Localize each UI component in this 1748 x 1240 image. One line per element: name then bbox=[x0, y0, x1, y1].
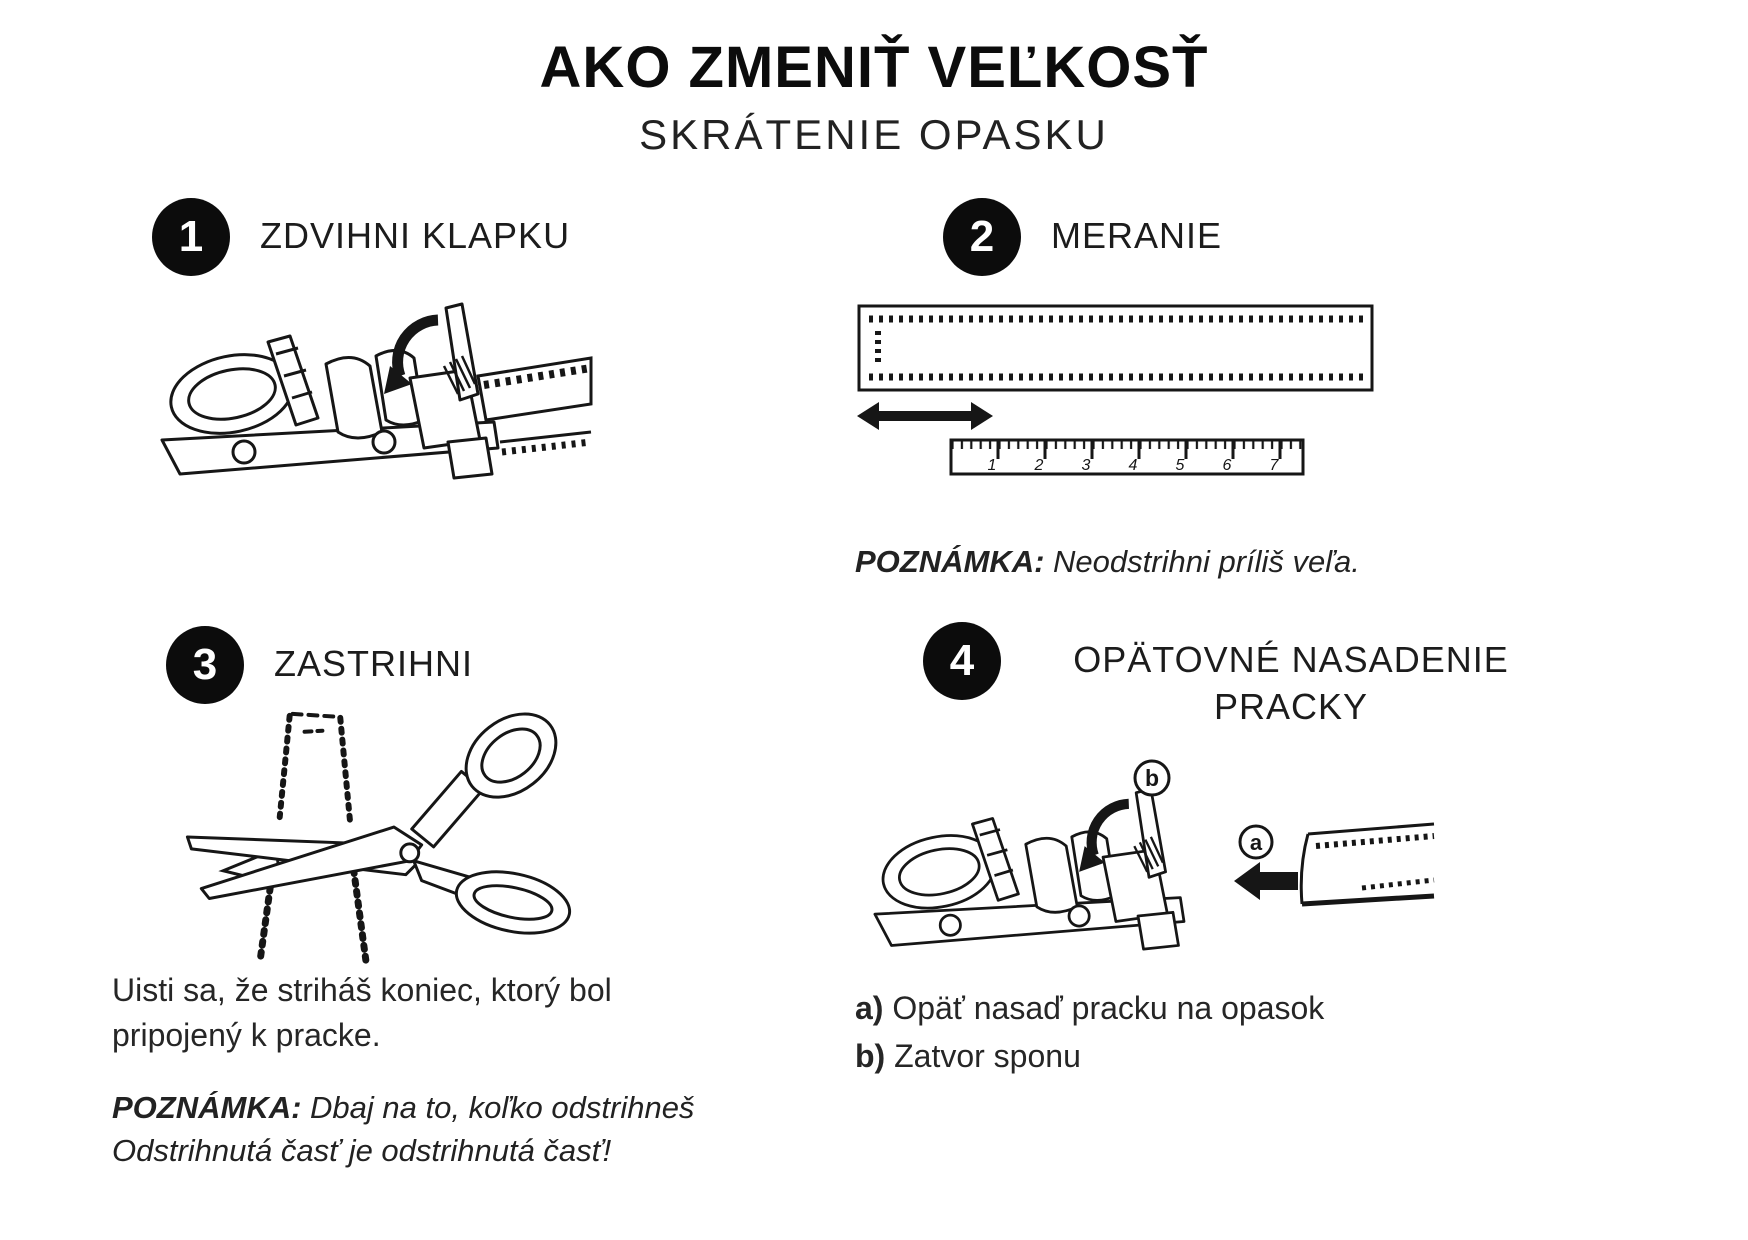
step2-measuring-illustration bbox=[855, 300, 1400, 500]
scissors-lower-handle bbox=[451, 862, 576, 942]
step3-note bbox=[112, 1086, 852, 1173]
step3-cutting-illustration bbox=[172, 698, 582, 966]
ruler-number: 6 bbox=[1222, 457, 1232, 474]
instruction-b bbox=[855, 1032, 1515, 1080]
marker-b-letter: b bbox=[1144, 765, 1160, 791]
header bbox=[0, 34, 1748, 159]
instruction-b-text: Zatvor sponu bbox=[894, 1038, 1081, 1074]
step3-note-text: Dbaj na to, koľko odstrihneš Odstrihnutá časť je odstrihnutá časť! bbox=[112, 1090, 695, 1169]
measure-arrow-icon bbox=[857, 402, 993, 430]
step3-label: ZASTRIHNI bbox=[274, 643, 474, 684]
scissors-icon bbox=[187, 698, 575, 943]
step1-label: ZDVIHNI KLAPKU bbox=[260, 215, 571, 256]
step2-label: MERANIE bbox=[1051, 215, 1223, 256]
page-subtitle: SKRÁTENIE OPASKU bbox=[639, 111, 1109, 158]
step4-reattach-illustration bbox=[856, 756, 1436, 982]
ruler-number: 5 bbox=[1175, 457, 1185, 474]
step1-number: 1 bbox=[178, 212, 204, 261]
scissors-pivot bbox=[401, 844, 419, 862]
detached-strap-piece bbox=[1301, 824, 1434, 904]
instruction-a bbox=[855, 984, 1515, 1032]
instruction-a-text: Opäť nasaď pracku na opasok bbox=[892, 990, 1325, 1026]
step2-note-label: POZNÁMKA: bbox=[855, 544, 1045, 579]
insert-arrow-icon bbox=[1234, 862, 1298, 900]
instruction-a-key: a) bbox=[855, 990, 884, 1026]
step4-label: OPÄTOVNÉ NASADENIE PRACKY bbox=[1073, 639, 1509, 727]
step3-number: 3 bbox=[192, 640, 218, 689]
step2-note-text: Neodstrihni príliš veľa. bbox=[1053, 544, 1360, 579]
step2-number: 2 bbox=[969, 212, 995, 261]
ruler-number: 2 bbox=[1034, 457, 1044, 474]
ruler-number: 7 bbox=[1269, 457, 1279, 474]
step4-number: 4 bbox=[949, 636, 975, 685]
ruler-number: 4 bbox=[1128, 457, 1138, 474]
step3-header bbox=[166, 626, 473, 704]
step3-note-label: POZNÁMKA: bbox=[112, 1090, 302, 1125]
step4-number-badge bbox=[923, 622, 1001, 700]
scissors-cutting-belt-graphic bbox=[172, 698, 582, 966]
ruler-number: 3 bbox=[1081, 457, 1091, 474]
ruler-graphic bbox=[951, 440, 1303, 474]
step2-header bbox=[943, 198, 1222, 276]
step1-header bbox=[152, 198, 570, 276]
step2-number-badge bbox=[943, 198, 1021, 276]
step4-header bbox=[923, 622, 1551, 731]
buckle-lift-flap-graphic bbox=[148, 292, 593, 487]
ruler-number: 1 bbox=[987, 457, 997, 474]
page-title: AKO ZMENIŤ VEĽKOSŤ bbox=[539, 35, 1209, 100]
step1-number-badge bbox=[152, 198, 230, 276]
marker-a bbox=[1240, 826, 1272, 858]
belt-and-ruler-graphic bbox=[855, 300, 1400, 500]
belt-strap bbox=[859, 306, 1372, 390]
marker-a-letter: a bbox=[1249, 830, 1263, 855]
marker-b bbox=[1135, 761, 1169, 795]
buckle-reattach-graphic bbox=[856, 756, 1436, 982]
instruction-b-key: b) bbox=[855, 1038, 886, 1074]
belt-strap-vertical bbox=[260, 714, 366, 962]
step3-body-text: Uisti sa, že striháš koniec, ktorý bol pripojený k pracke. bbox=[112, 972, 612, 1053]
step3-number-badge bbox=[166, 626, 244, 704]
step4-instructions bbox=[855, 984, 1515, 1080]
step2-note bbox=[855, 540, 1515, 583]
step1-buckle-illustration bbox=[148, 292, 593, 487]
